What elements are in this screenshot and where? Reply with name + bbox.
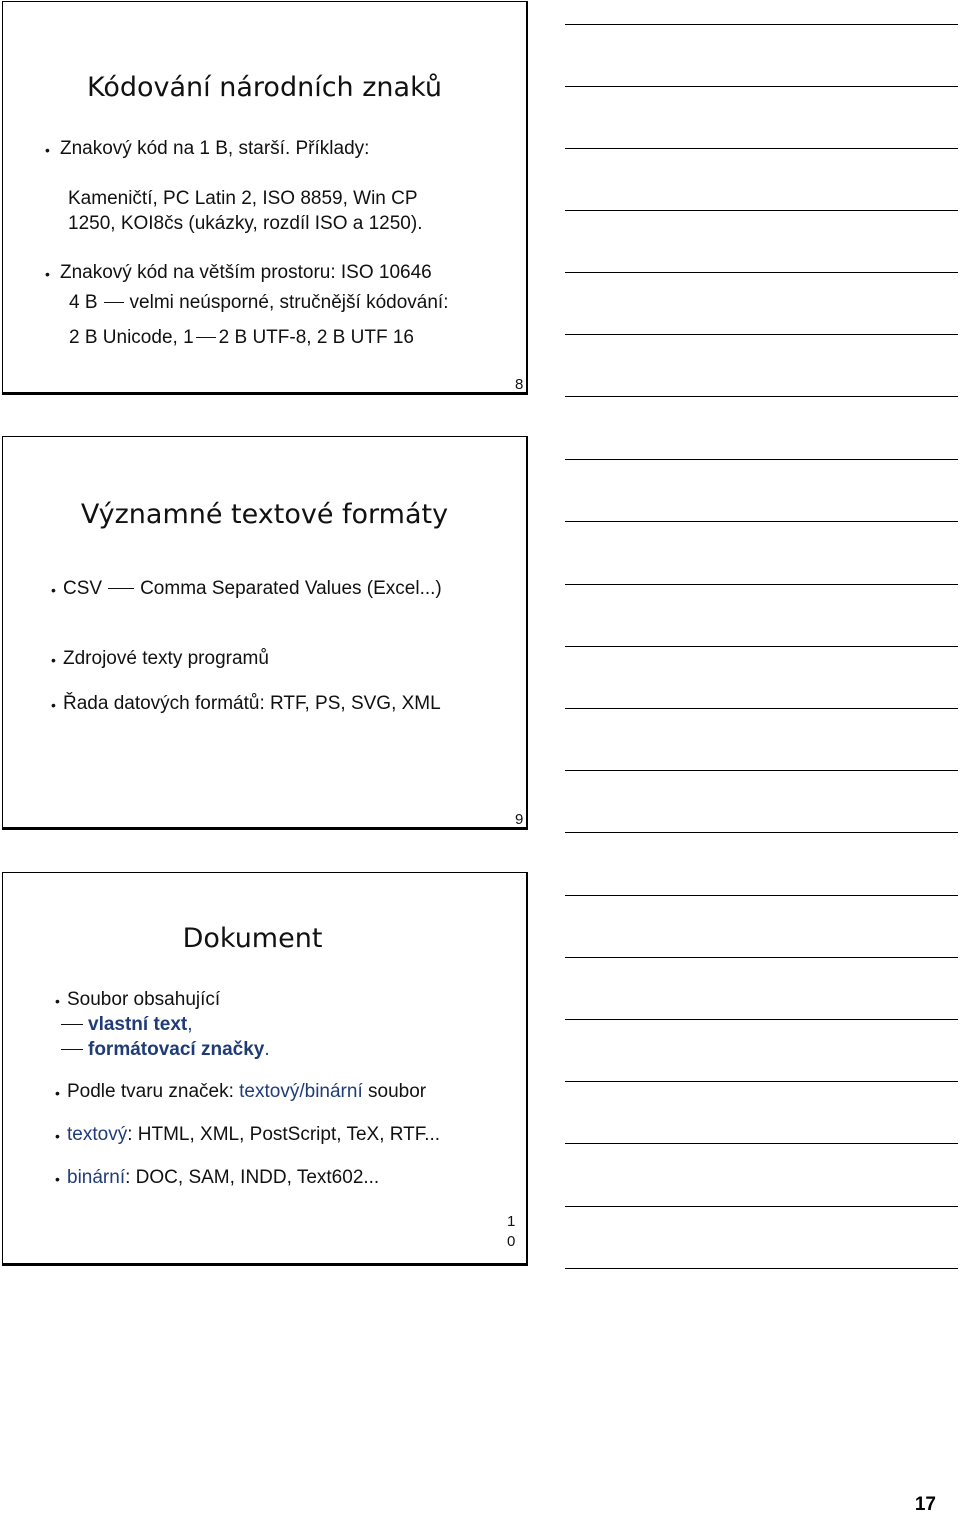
note-line (565, 1081, 958, 1082)
text-part: 2 B Unicode, 1 (69, 327, 194, 348)
bullet-text: Znakový kód na 1 B, starší. Příklady: (60, 138, 370, 159)
em-dash (196, 337, 216, 338)
bullet-dot: • (51, 652, 56, 668)
bullet-text (67, 1167, 379, 1189)
note-line (565, 832, 958, 833)
highlight-text: formátovací značky (88, 1039, 265, 1060)
note-line (565, 584, 958, 585)
note-line (565, 1019, 958, 1020)
bullet-dot: • (51, 697, 56, 713)
slide-9 (2, 436, 528, 830)
text-part: CSV (63, 578, 103, 599)
text-line (61, 1039, 270, 1061)
text-part: 4 B (69, 292, 98, 313)
highlight-text: binární (67, 1167, 126, 1188)
note-line (565, 1143, 958, 1144)
bullet-text (67, 1081, 426, 1103)
note-line (565, 459, 958, 460)
bullet-dot: • (55, 993, 60, 1009)
note-line (565, 646, 958, 647)
text-line (69, 292, 448, 314)
note-line (565, 957, 958, 958)
note-line (565, 895, 958, 896)
text-line (69, 327, 414, 349)
text-line (61, 1014, 193, 1036)
bullet-text: Soubor obsahující (67, 989, 221, 1010)
text-part: velmi neúsporné, stručnější kódování: (129, 292, 449, 313)
bullet-dot: • (45, 142, 50, 158)
bullet-text (67, 1124, 440, 1146)
note-line (565, 210, 958, 211)
text-part: . (264, 1039, 270, 1060)
slide-title: Dokument (182, 923, 323, 954)
highlight-text: vlastní text (88, 1014, 188, 1035)
page-number: 17 (914, 1494, 936, 1515)
text-line: Kameničtí, PC Latin 2, ISO 8859, Win CP (68, 188, 418, 209)
em-dash (61, 1049, 83, 1050)
bullet-text: Řada datových formátů: RTF, PS, SVG, XML (63, 693, 441, 714)
note-line (565, 148, 958, 149)
note-line (565, 272, 958, 273)
slide-8 (2, 1, 528, 395)
highlight-text: textový (67, 1124, 128, 1145)
text-part: 2 B UTF-8, 2 B UTF 16 (218, 327, 414, 348)
highlight-text: textový/binární (239, 1081, 363, 1102)
bullet-dot: • (51, 582, 56, 598)
bullet-dot: • (55, 1128, 60, 1144)
slide-number-digit: 0 (507, 1233, 516, 1250)
bullet-dot: • (45, 266, 50, 282)
text-part: Comma Separated Values (Excel...) (140, 578, 442, 599)
bullet-dot: • (55, 1171, 60, 1187)
note-line (565, 86, 958, 87)
text-part: soubor (362, 1081, 427, 1102)
bullet-text (63, 578, 442, 600)
slide-number: 9 (515, 811, 524, 828)
note-line (565, 24, 958, 25)
slide-title: Významné textové formáty (80, 499, 449, 530)
text-part: , (187, 1014, 193, 1035)
note-line (565, 1268, 958, 1269)
bullet-text: Znakový kód na větším prostoru: ISO 10646 (60, 262, 432, 283)
text-line: 1250, KOI8čs (ukázky, rozdíl ISO a 1250). (68, 213, 423, 234)
em-dash (104, 302, 124, 303)
bullet-text: Zdrojové texty programů (63, 648, 269, 669)
slide-10 (2, 872, 528, 1266)
slide-number-digit: 1 (507, 1213, 516, 1230)
em-dash (108, 588, 134, 589)
note-line (565, 1206, 958, 1207)
note-line (565, 334, 958, 335)
note-line (565, 521, 958, 522)
note-line (565, 708, 958, 709)
bullet-dot: • (55, 1085, 60, 1101)
text-part: Podle tvaru značek: (67, 1081, 240, 1102)
text-part: : HTML, XML, PostScript, TeX, RTF... (127, 1124, 441, 1145)
text-part: : DOC, SAM, INDD, Text602... (125, 1167, 380, 1188)
slide-title: Kódování národních znaků (87, 72, 442, 103)
note-line (565, 770, 958, 771)
slide-number: 8 (515, 376, 524, 393)
note-line (565, 396, 958, 397)
em-dash (61, 1024, 83, 1025)
